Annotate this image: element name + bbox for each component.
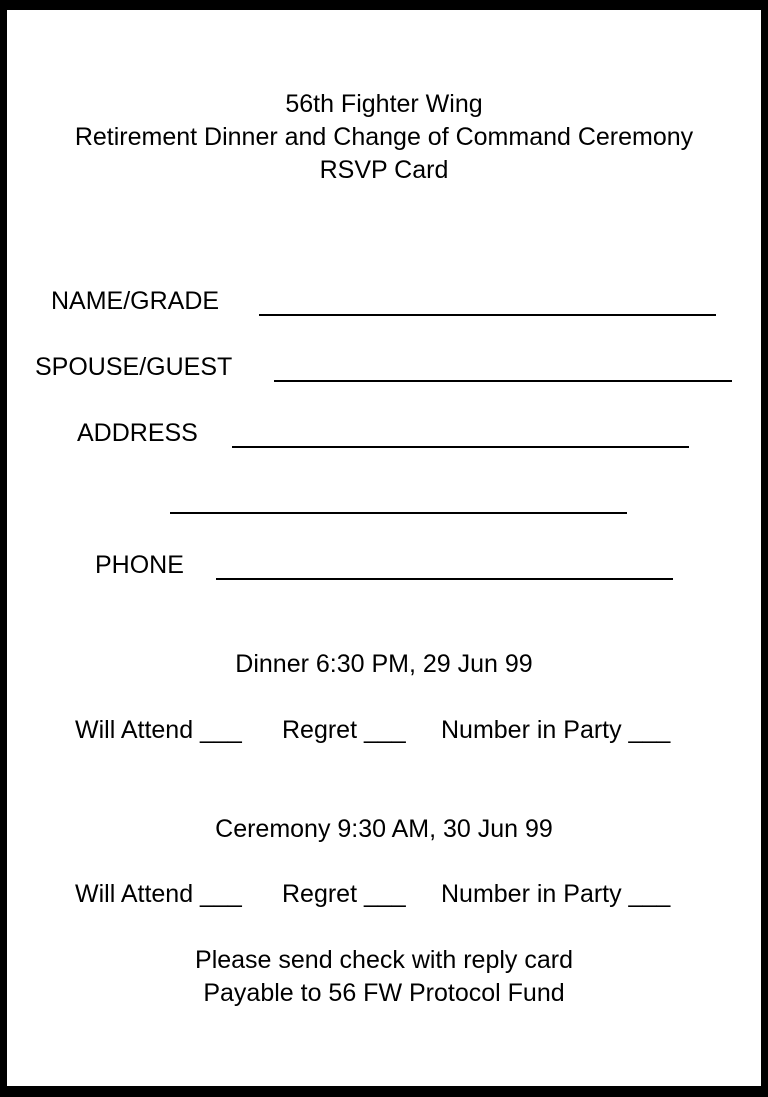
header-unit: 56th Fighter Wing bbox=[285, 90, 483, 118]
header-event: Retirement Dinner and Change of Command Ceremony bbox=[74, 123, 694, 151]
name-grade-label: NAME/GRADE bbox=[51, 287, 220, 315]
address-blank-2[interactable] bbox=[170, 512, 627, 514]
address-blank-1[interactable] bbox=[232, 446, 689, 448]
dinner-number-in-party[interactable]: Number in Party ___ bbox=[441, 716, 671, 744]
header-card-title: RSVP Card bbox=[319, 156, 449, 184]
ceremony-number-in-party[interactable]: Number in Party ___ bbox=[441, 880, 671, 908]
footer-instruction: Please send check with reply card bbox=[195, 946, 573, 974]
dinner-regret[interactable]: Regret ___ bbox=[282, 716, 406, 744]
ceremony-title: Ceremony 9:30 AM, 30 Jun 99 bbox=[215, 815, 553, 843]
dinner-title: Dinner 6:30 PM, 29 Jun 99 bbox=[235, 650, 533, 678]
spouse-guest-label: SPOUSE/GUEST bbox=[35, 353, 233, 381]
address-label: ADDRESS bbox=[77, 419, 198, 447]
ceremony-will-attend[interactable]: Will Attend ___ bbox=[75, 880, 242, 908]
name-grade-blank[interactable] bbox=[259, 314, 716, 316]
dinner-will-attend[interactable]: Will Attend ___ bbox=[75, 716, 242, 744]
footer-payable: Payable to 56 FW Protocol Fund bbox=[203, 979, 565, 1007]
spouse-guest-blank[interactable] bbox=[274, 380, 732, 382]
phone-label: PHONE bbox=[95, 551, 184, 579]
phone-blank[interactable] bbox=[216, 578, 673, 580]
ceremony-regret[interactable]: Regret ___ bbox=[282, 880, 406, 908]
